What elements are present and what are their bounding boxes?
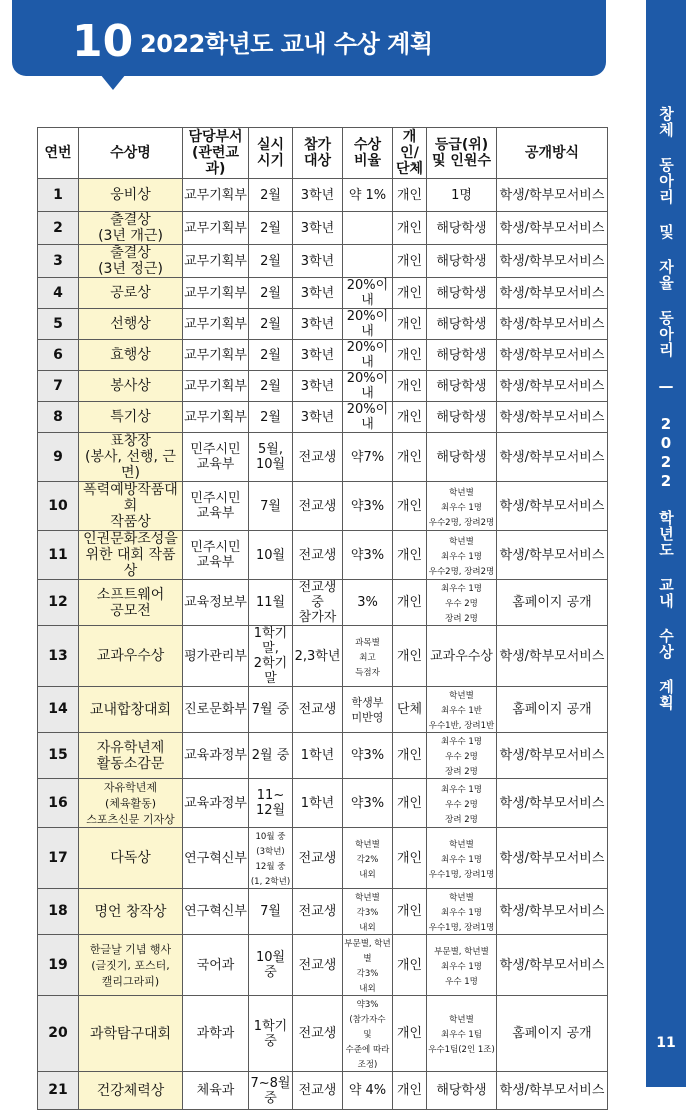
cell-type: 개인 [393, 371, 427, 402]
table-row [38, 245, 608, 278]
cell-open: 학생/학부모서비스 [497, 828, 608, 889]
cell-type: 개인 [393, 278, 427, 309]
cell-time: 2월 [249, 179, 293, 212]
cell-target: 전교생 [293, 889, 343, 935]
cell-no: 13 [38, 626, 79, 687]
cell-target: 전교생 [293, 531, 343, 580]
cell-dept: 연구혁신부 [183, 828, 249, 889]
column-header: 참가 대상 [293, 128, 343, 179]
cell-open: 학생/학부모서비스 [497, 1072, 608, 1110]
cell-type: 개인 [393, 212, 427, 245]
cell-grade: 해당학생 [427, 245, 497, 278]
cell-dept: 진로문화부 [183, 687, 249, 733]
cell-grade: 최우수 1명 우수 2명 장려 2명 [427, 733, 497, 779]
cell-no: 9 [38, 433, 79, 482]
cell-ratio: 20%이내 [343, 340, 393, 371]
cell-type: 개인 [393, 402, 427, 433]
cell-no: 6 [38, 340, 79, 371]
cell-ratio [343, 212, 393, 245]
cell-open: 홈페이지 공개 [497, 996, 608, 1072]
cell-type: 개인 [393, 433, 427, 482]
cell-no: 5 [38, 309, 79, 340]
table-row [38, 278, 608, 309]
cell-no: 20 [38, 996, 79, 1072]
cell-ratio [343, 245, 393, 278]
cell-time: 10월 중 [249, 935, 293, 996]
table-row [38, 889, 608, 935]
cell-dept: 민주시민 교육부 [183, 531, 249, 580]
cell-target: 3학년 [293, 179, 343, 212]
column-header: 연번 [38, 128, 79, 179]
cell-ratio: 약3% (참가자수 및 수준에 따라 조정) [343, 996, 393, 1072]
cell-type: 개인 [393, 179, 427, 212]
cell-name: 명언 창작상 [79, 889, 183, 935]
cell-type: 개인 [393, 996, 427, 1072]
cell-type: 개인 [393, 245, 427, 278]
table-row [38, 531, 608, 580]
cell-open: 학생/학부모서비스 [497, 278, 608, 309]
cell-dept: 연구혁신부 [183, 889, 249, 935]
cell-no: 19 [38, 935, 79, 996]
table-row [38, 433, 608, 482]
cell-no: 10 [38, 482, 79, 531]
cell-target: 1학년 [293, 779, 343, 828]
cell-time: 2월 [249, 340, 293, 371]
cell-type: 개인 [393, 779, 427, 828]
cell-time: 2월 [249, 245, 293, 278]
cell-name: 교과우수상 [79, 626, 183, 687]
cell-grade: 해당학생 [427, 340, 497, 371]
cell-ratio: 3% [343, 580, 393, 626]
cell-dept: 교육과정부 [183, 733, 249, 779]
cell-target: 전교생 [293, 687, 343, 733]
cell-dept: 체육과 [183, 1072, 249, 1110]
cell-type: 단체 [393, 687, 427, 733]
cell-ratio: 약3% [343, 733, 393, 779]
cell-open: 학생/학부모서비스 [497, 531, 608, 580]
cell-name: 웅비상 [79, 179, 183, 212]
table-row [38, 733, 608, 779]
cell-name: 특기상 [79, 402, 183, 433]
cell-target: 1학년 [293, 733, 343, 779]
cell-time: 10월 중 (3학년) 12월 중 (1, 2학년) [249, 828, 293, 889]
cell-name: 폭력예방작품대회 작품상 [79, 482, 183, 531]
cell-ratio: 학년별 각3% 내외 [343, 889, 393, 935]
cell-time: 2월 [249, 309, 293, 340]
cell-grade: 학년별 최우수 1명 우수1명, 장려1명 [427, 828, 497, 889]
cell-dept: 민주시민 교육부 [183, 482, 249, 531]
table-row [38, 340, 608, 371]
cell-ratio: 20%이내 [343, 402, 393, 433]
cell-ratio: 20%이내 [343, 278, 393, 309]
award-plan-table [37, 127, 608, 1110]
cell-open: 학생/학부모서비스 [497, 433, 608, 482]
cell-grade: 해당학생 [427, 402, 497, 433]
cell-target: 전교생 [293, 1072, 343, 1110]
table-row [38, 179, 608, 212]
cell-type: 개인 [393, 531, 427, 580]
table-row [38, 371, 608, 402]
cell-open: 학생/학부모서비스 [497, 340, 608, 371]
cell-open: 학생/학부모서비스 [497, 482, 608, 531]
cell-time: 5월, 10월 [249, 433, 293, 482]
cell-no: 17 [38, 828, 79, 889]
cell-open: 홈페이지 공개 [497, 687, 608, 733]
table-row [38, 779, 608, 828]
cell-name: 봉사상 [79, 371, 183, 402]
cell-grade: 해당학생 [427, 1072, 497, 1110]
cell-no: 3 [38, 245, 79, 278]
cell-dept: 교무기획부 [183, 245, 249, 278]
cell-ratio: 부문별, 학년별 각3% 내외 [343, 935, 393, 996]
cell-open: 학생/학부모서비스 [497, 245, 608, 278]
cell-open: 학생/학부모서비스 [497, 309, 608, 340]
cell-ratio: 약3% [343, 779, 393, 828]
cell-open: 홈페이지 공개 [497, 580, 608, 626]
cell-open: 학생/학부모서비스 [497, 935, 608, 996]
column-header: 개인/ 단체 [393, 128, 427, 179]
cell-target: 2,3학년 [293, 626, 343, 687]
cell-no: 21 [38, 1072, 79, 1110]
cell-time: 2월 [249, 402, 293, 433]
cell-target: 3학년 [293, 402, 343, 433]
cell-open: 학생/학부모서비스 [497, 626, 608, 687]
cell-name: 소프트웨어 공모전 [79, 580, 183, 626]
cell-grade: 해당학생 [427, 278, 497, 309]
cell-name: 효행상 [79, 340, 183, 371]
table-body [38, 179, 608, 1110]
cell-target: 3학년 [293, 371, 343, 402]
cell-name: 자유학년제 활동소감문 [79, 733, 183, 779]
table-row [38, 212, 608, 245]
cell-target: 전교생중 참가자 [293, 580, 343, 626]
table-row [38, 687, 608, 733]
cell-type: 개인 [393, 828, 427, 889]
cell-time: 7월 [249, 889, 293, 935]
cell-grade: 부문별, 학년별 최우수 1명 우수 1명 [427, 935, 497, 996]
cell-no: 15 [38, 733, 79, 779]
cell-dept: 민주시민 교육부 [183, 433, 249, 482]
section-number: 10 [72, 16, 134, 67]
cell-name: 출결상 (3년 개근) [79, 212, 183, 245]
cell-target: 3학년 [293, 245, 343, 278]
cell-grade: 1명 [427, 179, 497, 212]
cell-name: 자유학년제 (체육활동) 스포츠신문 기자상 [79, 779, 183, 828]
cell-dept: 교무기획부 [183, 179, 249, 212]
cell-name: 한글날 기념 행사 (글짓기, 포스터, 캘리그라피) [79, 935, 183, 996]
cell-type: 개인 [393, 340, 427, 371]
cell-no: 11 [38, 531, 79, 580]
table-row [38, 402, 608, 433]
cell-time: 7월 중 [249, 687, 293, 733]
table-row [38, 309, 608, 340]
table-row [38, 996, 608, 1072]
cell-grade: 교과우수상 [427, 626, 497, 687]
banner-pointer [100, 74, 126, 90]
column-header: 수상 비율 [343, 128, 393, 179]
cell-dept: 교무기획부 [183, 309, 249, 340]
cell-name: 건강체력상 [79, 1072, 183, 1110]
cell-grade: 학년별 최우수 1팀 우수1팀(2인 1조) [427, 996, 497, 1072]
cell-no: 14 [38, 687, 79, 733]
cell-type: 개인 [393, 482, 427, 531]
cell-target: 전교생 [293, 828, 343, 889]
cell-open: 학생/학부모서비스 [497, 212, 608, 245]
cell-dept: 교육과정부 [183, 779, 249, 828]
cell-type: 개인 [393, 1072, 427, 1110]
cell-grade: 최우수 1명 우수 2명 장려 2명 [427, 580, 497, 626]
column-header: 공개방식 [497, 128, 608, 179]
cell-grade: 해당학생 [427, 309, 497, 340]
cell-grade: 학년별 최우수 1명 우수1명, 장려1명 [427, 889, 497, 935]
table-row [38, 828, 608, 889]
cell-grade: 학년별 최우수 1명 우수2명, 장려2명 [427, 482, 497, 531]
cell-ratio: 약 4% [343, 1072, 393, 1110]
cell-target: 전교생 [293, 482, 343, 531]
cell-ratio: 학년별 각2% 내외 [343, 828, 393, 889]
cell-time: 11월 [249, 580, 293, 626]
cell-ratio: 약7% [343, 433, 393, 482]
cell-grade: 해당학생 [427, 212, 497, 245]
cell-open: 학생/학부모서비스 [497, 402, 608, 433]
cell-type: 개인 [393, 580, 427, 626]
cell-no: 2 [38, 212, 79, 245]
cell-no: 7 [38, 371, 79, 402]
page-number: 11 [656, 1035, 676, 1051]
cell-time: 2월 [249, 212, 293, 245]
cell-time: 1학기 중 [249, 996, 293, 1072]
cell-dept: 교무기획부 [183, 340, 249, 371]
cell-dept: 과학과 [183, 996, 249, 1072]
cell-dept: 교무기획부 [183, 402, 249, 433]
cell-name: 인권문화조성을 위한 대회 작품상 [79, 531, 183, 580]
cell-target: 전교생 [293, 996, 343, 1072]
cell-type: 개인 [393, 935, 427, 996]
table-row [38, 580, 608, 626]
cell-no: 8 [38, 402, 79, 433]
cell-target: 전교생 [293, 433, 343, 482]
cell-target: 3학년 [293, 340, 343, 371]
cell-open: 학생/학부모서비스 [497, 371, 608, 402]
cell-dept: 국어과 [183, 935, 249, 996]
cell-time: 7~8월 중 [249, 1072, 293, 1110]
cell-grade: 학년별 최우수 1반 우수1반, 장려1반 [427, 687, 497, 733]
cell-ratio: 20%이내 [343, 371, 393, 402]
cell-ratio: 20%이내 [343, 309, 393, 340]
cell-open: 학생/학부모서비스 [497, 179, 608, 212]
cell-type: 개인 [393, 626, 427, 687]
cell-type: 개인 [393, 889, 427, 935]
table-header-row [38, 128, 608, 179]
cell-dept: 교무기획부 [183, 212, 249, 245]
cell-grade: 해당학생 [427, 433, 497, 482]
section-banner [12, 0, 606, 76]
cell-open: 학생/학부모서비스 [497, 733, 608, 779]
column-header: 수상명 [79, 128, 183, 179]
cell-time: 2월 [249, 371, 293, 402]
section-title: 2022학년도 교내 수상 계획 [140, 30, 433, 58]
cell-dept: 교무기획부 [183, 371, 249, 402]
column-header: 실시 시기 [249, 128, 293, 179]
table-row [38, 1072, 608, 1110]
cell-target: 전교생 [293, 935, 343, 996]
cell-time: 2월 [249, 278, 293, 309]
cell-no: 18 [38, 889, 79, 935]
cell-time: 2월 중 [249, 733, 293, 779]
cell-open: 학생/학부모서비스 [497, 889, 608, 935]
cell-dept: 교무기획부 [183, 278, 249, 309]
cell-name: 출결상 (3년 정근) [79, 245, 183, 278]
cell-ratio: 약3% [343, 531, 393, 580]
side-tab-text: 창체 동아리 및 자율 동아리 — 2022 학년도 교내 수상 계획 [657, 106, 675, 711]
cell-name: 공로상 [79, 278, 183, 309]
cell-time: 10월 [249, 531, 293, 580]
cell-type: 개인 [393, 309, 427, 340]
table-row [38, 935, 608, 996]
cell-ratio: 학생부 미반영 [343, 687, 393, 733]
cell-grade: 해당학생 [427, 371, 497, 402]
side-tab [646, 0, 686, 1087]
cell-time: 1학기말, 2학기말 [249, 626, 293, 687]
cell-name: 선행상 [79, 309, 183, 340]
cell-grade: 학년별 최우수 1명 우수2명, 장려2명 [427, 531, 497, 580]
cell-target: 3학년 [293, 278, 343, 309]
cell-time: 7월 [249, 482, 293, 531]
cell-name: 표창장 (봉사, 선행, 근면) [79, 433, 183, 482]
cell-no: 12 [38, 580, 79, 626]
cell-grade: 최우수 1명 우수 2명 장려 2명 [427, 779, 497, 828]
cell-no: 16 [38, 779, 79, 828]
cell-target: 3학년 [293, 309, 343, 340]
cell-ratio: 약 1% [343, 179, 393, 212]
cell-no: 1 [38, 179, 79, 212]
column-header: 등급(위) 및 인원수 [427, 128, 497, 179]
cell-name: 과학탐구대회 [79, 996, 183, 1072]
cell-name: 교내합창대회 [79, 687, 183, 733]
cell-time: 11~ 12월 [249, 779, 293, 828]
table-row [38, 626, 608, 687]
cell-dept: 교육정보부 [183, 580, 249, 626]
cell-no: 4 [38, 278, 79, 309]
cell-name: 다독상 [79, 828, 183, 889]
table-row [38, 482, 608, 531]
cell-type: 개인 [393, 733, 427, 779]
cell-dept: 평가관리부 [183, 626, 249, 687]
column-header: 담당부서 (관련교과) [183, 128, 249, 179]
cell-ratio: 과목별 최고 득점자 [343, 626, 393, 687]
cell-open: 학생/학부모서비스 [497, 779, 608, 828]
cell-target: 3학년 [293, 212, 343, 245]
cell-ratio: 약3% [343, 482, 393, 531]
